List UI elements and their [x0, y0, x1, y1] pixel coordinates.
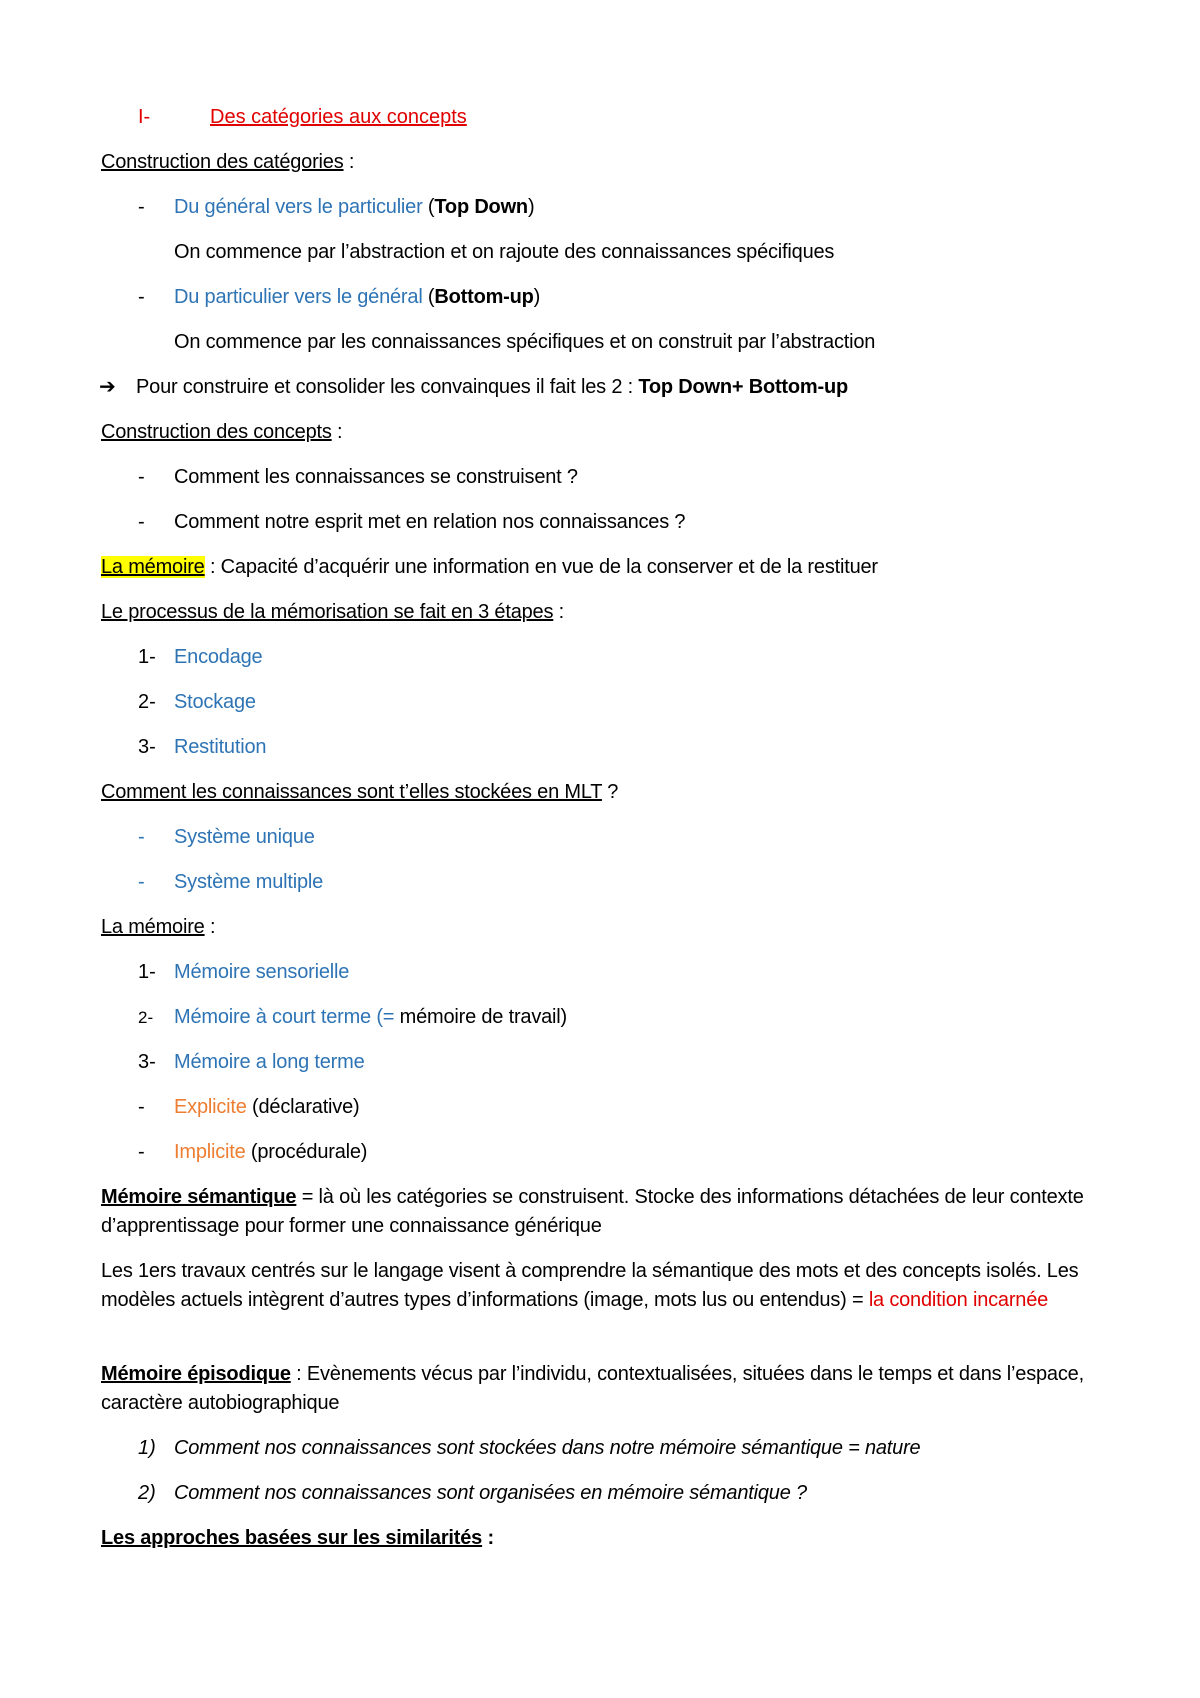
step-number: 2- [138, 691, 156, 713]
travaux-paragraph: Les 1ers travaux centrés sur le langage visent à comprendre la sémantique des mots et des concepts isolés. Les modèles actuels intègrent d’autres types d’informations (image, mots lus ou entendus) = la condition incarnée [101, 1260, 1079, 1311]
bullet-marker: - [138, 1141, 145, 1163]
memory-subtype: Implicite (procédurale) [174, 1141, 368, 1163]
heading-number: I- [138, 106, 151, 128]
step-label: Encodage [174, 646, 263, 668]
step-label: Stockage [174, 691, 256, 713]
question-text: Comment nos connaissances sont organisées en mémoire sémantique ? [174, 1482, 807, 1504]
system-item: Système multiple [174, 871, 324, 893]
section-concepts-title: Construction des concepts : [101, 421, 343, 443]
question-text: Comment nos connaissances sont stockées dans notre mémoire sémantique = nature [174, 1437, 921, 1459]
bullet-marker: - [138, 286, 145, 308]
memoire-definition: La mémoire : Capacité d’acquérir une information en vue de la conserver et de la restituer [101, 556, 878, 578]
step-label: Restitution [174, 736, 267, 758]
section-categories-title: Construction des catégories : [101, 151, 355, 173]
conclusion-line: Pour construire et consolider les convainques il fait les 2 : Top Down+ Bottom-up [136, 376, 848, 398]
memory-type: Mémoire sensorielle [174, 961, 350, 983]
concept-question: Comment les connaissances se construisent ? [174, 466, 578, 488]
bullet-marker: - [138, 871, 145, 893]
bullet-marker: - [138, 826, 145, 848]
bullet-marker: - [138, 196, 145, 218]
type-number: 3- [138, 1051, 156, 1073]
list-item-bottom-up: Du particulier vers le général (Bottom-up) [174, 286, 541, 308]
bottom-up-detail: On commence par les connaissances spécifiques et on construit par l’abstraction [174, 331, 876, 353]
memoire-types-title: La mémoire : [101, 916, 216, 938]
memory-subtype: Explicite (déclarative) [174, 1096, 360, 1118]
bullet-marker: - [138, 511, 145, 533]
memory-type: Mémoire a long terme [174, 1051, 365, 1073]
processus-title: Le processus de la mémorisation se fait en 3 étapes : [101, 601, 564, 623]
question-number: 2) [138, 1482, 156, 1504]
stockage-mlt-title: Comment les connaissances sont t’elles stockées en MLT ? [101, 781, 619, 803]
step-number: 1- [138, 646, 156, 668]
type-number: 2- [138, 1008, 154, 1027]
bullet-marker: - [138, 466, 145, 488]
system-item: Système unique [174, 826, 315, 848]
arrow-icon: ➔ [99, 376, 116, 398]
approches-title: Les approches basées sur les similarités : [101, 1527, 494, 1549]
question-number: 1) [138, 1437, 156, 1459]
memory-type: Mémoire à court terme (= mémoire de travail) [174, 1006, 568, 1028]
heading-title: Des catégories aux concepts [210, 106, 467, 128]
episodique-paragraph: Mémoire épisodique : Evènements vécus par l’individu, contextualisées, situées dans le temps et dans l’espace, caractère autobiographique [101, 1363, 1084, 1414]
list-item-top-down: Du général vers le particulier (Top Down) [174, 196, 535, 218]
type-number: 1- [138, 961, 156, 983]
top-down-detail: On commence par l’abstraction et on rajoute des connaissances spécifiques [174, 241, 835, 263]
step-number: 3- [138, 736, 156, 758]
bullet-marker: - [138, 1096, 145, 1118]
semantique-paragraph: Mémoire sémantique = là où les catégories se construisent. Stocke des informations détachées de leur contexte d’apprentissage pour former une connaissance générique [101, 1186, 1084, 1237]
concept-question: Comment notre esprit met en relation nos connaissances ? [174, 511, 686, 533]
